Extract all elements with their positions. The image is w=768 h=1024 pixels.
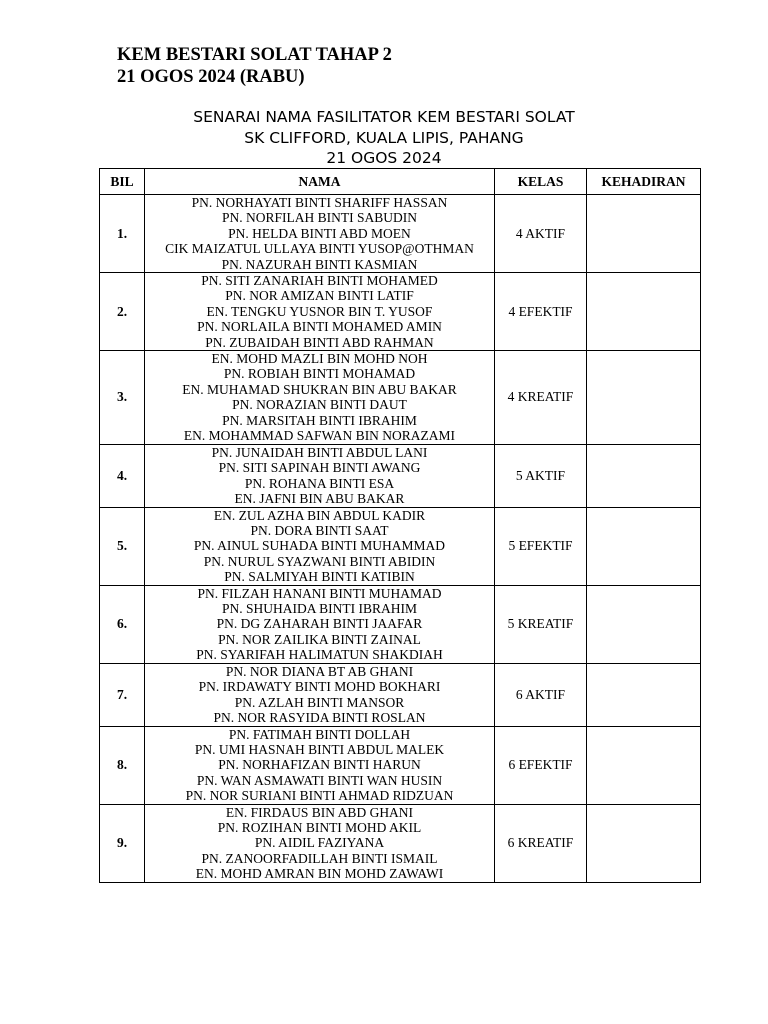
facilitator-name: PN. NOR DIANA BT AB GHANI <box>225 663 414 679</box>
facilitator-name: PN. SYARIFAH HALIMATUN SHAKDIAH <box>196 647 443 663</box>
facilitator-name: EN. MUHAMAD SHUKRAN BIN ABU BAKAR <box>182 381 457 397</box>
class-name: 4 KREATIF <box>495 351 587 444</box>
row-number: 3. <box>100 351 145 444</box>
row-number: 4. <box>100 444 145 507</box>
facilitator-name: PN. SHUHAIDA BINTI IBRAHIM <box>221 600 417 616</box>
table-row <box>100 507 701 585</box>
table-row <box>100 444 701 507</box>
table-body <box>100 195 701 883</box>
facilitator-name: PN. NORHAYATI BINTI SHARIFF HASSAN <box>191 195 448 210</box>
attendance-cell[interactable] <box>587 585 701 663</box>
facilitator-names <box>145 273 495 351</box>
list-date: 21 OGOS 2024 <box>326 149 442 167</box>
attendance-cell[interactable] <box>587 444 701 507</box>
facilitator-name: PN. HELDA BINTI ABD MOEN <box>228 225 411 241</box>
attendance-cell[interactable] <box>587 663 701 726</box>
facilitator-name: EN. MOHD MAZLI BIN MOHD NOH <box>211 351 428 367</box>
row-number: 1. <box>100 195 145 273</box>
table-row <box>100 273 701 351</box>
facilitator-name: PN. DORA BINTI SAAT <box>250 522 389 538</box>
facilitator-name: PN. AINUL SUHADA BINTI MUHAMMAD <box>193 538 446 554</box>
class-name: 5 AKTIF <box>495 444 587 507</box>
row-number: 2. <box>100 273 145 351</box>
facilitator-names <box>145 195 495 273</box>
facilitator-name: PN. ZUBAIDAH BINTI ABD RAHMAN <box>205 334 434 350</box>
table-row <box>100 804 701 882</box>
facilitator-names <box>145 444 495 507</box>
facilitator-name: PN. ROHANA BINTI ESA <box>244 475 395 491</box>
facilitator-name: EN. JAFNI BIN ABU BAKAR <box>234 490 405 506</box>
attendance-cell[interactable] <box>587 195 701 273</box>
facilitator-name: CIK MAIZATUL ULLAYA BINTI YUSOP@OTHMAN <box>165 241 474 257</box>
table-row <box>100 195 701 273</box>
camp-title: KEM BESTARI SOLAT TAHAP 2 <box>117 45 392 65</box>
school-name: SK CLIFFORD, KUALA LIPIS, PAHANG <box>244 128 524 147</box>
facilitator-name: EN. ZUL AZHA BIN ABDUL KADIR <box>213 507 426 523</box>
class-name: 6 KREATIF <box>495 804 587 882</box>
facilitator-name: PN. MARSITAH BINTI IBRAHIM <box>222 412 417 428</box>
list-heading <box>100 107 668 169</box>
class-name: 6 AKTIF <box>495 663 587 726</box>
table-row <box>100 663 701 726</box>
table-row <box>100 585 701 663</box>
facilitator-name: PN. ROBIAH BINTI MOHAMAD <box>223 366 416 382</box>
facilitator-name: PN. NOR RASYIDA BINTI ROSLAN <box>213 709 426 725</box>
facilitator-name: PN. FATIMAH BINTI DOLLAH <box>228 726 411 742</box>
facilitator-name: PN. UMI HASNAH BINTI ABDUL MALEK <box>194 741 445 757</box>
row-number: 5. <box>100 507 145 585</box>
facilitator-name: PN. ZANOORFADILLAH BINTI ISMAIL <box>201 850 438 866</box>
facilitator-name: PN. JUNAIDAH BINTI ABDUL LANI <box>211 444 428 460</box>
facilitator-name: PN. NORAZIAN BINTI DAUT <box>232 397 407 413</box>
facilitator-name: PN. SITI ZANARIAH BINTI MOHAMED <box>201 273 438 289</box>
facilitator-name: PN. NOR AMIZAN BINTI LATIF <box>225 288 414 304</box>
class-name: 5 EFEKTIF <box>495 507 587 585</box>
facilitator-name: PN. NORFILAH BINTI SABUDIN <box>221 210 417 226</box>
facilitator-name: PN. SALMIYAH BINTI KATIBIN <box>224 569 415 585</box>
facilitator-name: PN. AZLAH BINTI MANSOR <box>234 694 405 710</box>
facilitator-name: PN. ROZIHAN BINTI MOHD AKIL <box>217 820 422 835</box>
facilitator-name: EN. TENGKU YUSNOR BIN T. YUSOF <box>206 303 433 319</box>
attendance-cell[interactable] <box>587 726 701 804</box>
facilitator-names <box>145 585 495 663</box>
row-number: 9. <box>100 804 145 882</box>
facilitator-name: PN. SITI SAPINAH BINTI AWANG <box>218 460 421 476</box>
facilitator-names <box>145 663 495 726</box>
facilitator-name: EN. MOHD AMRAN BIN MOHD ZAWAWI <box>195 866 444 882</box>
facilitator-table <box>99 168 701 883</box>
attendance-cell[interactable] <box>587 273 701 351</box>
facilitator-name: PN. IRDAWATY BINTI MOHD BOKHARI <box>198 679 441 695</box>
facilitator-names <box>145 351 495 444</box>
facilitator-name: PN. NORLAILA BINTI MOHAMED AMIN <box>197 319 442 335</box>
class-name: 4 EFEKTIF <box>495 273 587 351</box>
facilitator-name: PN. DG ZAHARAH BINTI JAAFAR <box>216 616 423 632</box>
attendance-cell[interactable] <box>587 507 701 585</box>
camp-date: 21 OGOS 2024 (RABU) <box>117 67 305 87</box>
facilitator-name: EN. FIRDAUS BIN ABD GHANI <box>225 804 414 820</box>
class-name: 4 AKTIF <box>495 195 587 273</box>
attendance-cell[interactable] <box>587 351 701 444</box>
column-header-kelas: KELAS <box>495 169 587 195</box>
facilitator-name: PN. NOR SURIANI BINTI AHMAD RIDZUAN <box>185 788 454 804</box>
facilitator-name: EN. MOHAMMAD SAFWAN BIN NORAZAMI <box>183 428 456 444</box>
row-number: 6. <box>100 585 145 663</box>
facilitator-name: PN. FILZAH HANANI BINTI MUHAMAD <box>197 585 442 601</box>
facilitator-names <box>145 726 495 804</box>
column-header-kehadiran: KEHADIRAN <box>587 169 701 195</box>
facilitator-name: PN. NURUL SYAZWANI BINTI ABIDIN <box>203 553 436 569</box>
document-heading <box>117 44 392 88</box>
attendance-cell[interactable] <box>587 804 701 882</box>
facilitator-name: PN. NOR ZAILIKA BINTI ZAINAL <box>218 631 421 647</box>
facilitator-name: PN. NAZURAH BINTI KASMIAN <box>221 256 418 272</box>
row-number: 8. <box>100 726 145 804</box>
column-header-nama: NAMA <box>145 169 495 195</box>
table-row <box>100 351 701 444</box>
column-header-bil: BIL <box>100 169 145 195</box>
class-name: 6 EFEKTIF <box>495 726 587 804</box>
list-title: SENARAI NAMA FASILITATOR KEM BESTARI SOLAT <box>193 108 575 126</box>
facilitator-names <box>145 804 495 882</box>
class-name: 5 KREATIF <box>495 585 587 663</box>
facilitator-name: PN. AIDIL FAZIYANA <box>254 835 385 851</box>
facilitator-name: PN. NORHAFIZAN BINTI HARUN <box>218 757 421 773</box>
row-number: 7. <box>100 663 145 726</box>
table-header-row <box>100 169 701 195</box>
table-row <box>100 726 701 804</box>
facilitator-name: PN. WAN ASMAWATI BINTI WAN HUSIN <box>196 772 443 788</box>
facilitator-names <box>145 507 495 585</box>
